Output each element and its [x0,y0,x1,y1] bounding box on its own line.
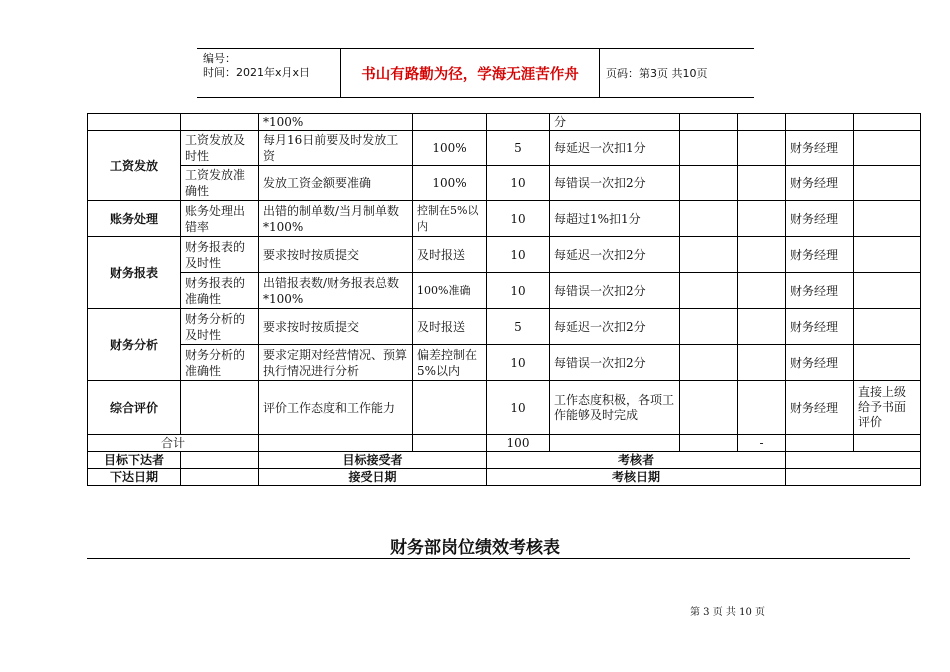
weight-cell: 10 [487,201,550,237]
date-row [88,469,921,486]
target-cell: 及时报送 [413,237,487,273]
target-cell: 100% [413,166,487,201]
sign-row [88,452,921,469]
rule-cell: 每延迟一次扣1分 [550,131,680,166]
rule-cell: 工作态度积极，各项工作能够及时完成 [550,381,680,435]
standard-cell: 出错报表数/财务报表总数*100% [259,273,413,309]
table-row [88,345,921,381]
total-row [88,435,921,452]
total-label: 合计 [88,435,259,452]
weight-cell: 10 [487,273,550,309]
category-cell: 账务处理 [88,201,181,237]
weight-cell: 5 [487,131,550,166]
standard-cell: 要求按时按质提交 [259,237,413,273]
item-cell: 财务报表的准确性 [181,273,259,309]
table-row [88,131,921,166]
issuer-label: 目标下达者 [88,452,181,469]
assessor-cell: 财务经理 [786,237,854,273]
assessor-cell: 财务经理 [786,131,854,166]
receiver-label: 目标接受者 [259,452,487,469]
standard-cell: *100% [259,114,413,131]
table-row [88,381,921,435]
page-footer: 第 3 页 共 10 页 [690,607,765,618]
rule-cell: 每延迟一次扣2分 [550,237,680,273]
table-row [88,166,921,201]
category-cell: 综合评价 [88,381,181,435]
target-cell: 100% [413,131,487,166]
standard-cell: 要求定期对经营情况、预算执行情况进行分析 [259,345,413,381]
item-cell: 账务处理出错率 [181,201,259,237]
standard-cell: 评价工作态度和工作能力 [259,381,413,435]
reviewer-label: 考核者 [487,452,786,469]
table-row [88,273,921,309]
target-cell: 及时报送 [413,309,487,345]
assessor-cell: 财务经理 [786,166,854,201]
assessor-cell: 财务经理 [786,381,854,435]
doc-time-label: 时间：2021年x月x日 [203,66,311,79]
table-row [88,114,921,131]
standard-cell: 发放工资金额要准确 [259,166,413,201]
item-cell: 工资发放及时性 [181,131,259,166]
item-cell: 财务分析的及时性 [181,309,259,345]
page-header [197,48,754,98]
header-page-label: 页码：第3页 共10页 [606,67,708,80]
rule-cell: 每错误一次扣2分 [550,273,680,309]
weight-cell: 10 [487,381,550,435]
weight-cell: 10 [487,345,550,381]
weight-cell: 5 [487,309,550,345]
section-title: 财务部岗位绩效考核表 [390,538,560,558]
weight-cell: 10 [487,237,550,273]
doc-number-label: 编号： [203,52,236,65]
target-cell: 100%准确 [413,273,487,309]
note-cell: 直接上级给予书面评价 [854,381,921,435]
item-cell: 财务报表的及时性 [181,237,259,273]
standard-cell: 要求按时按质提交 [259,309,413,345]
target-cell: 控制在5%以内 [413,201,487,237]
total-weight: 100 [487,435,550,452]
table-row [88,201,921,237]
header-meta [197,49,341,97]
table-row [88,237,921,273]
rule-cell: 每错误一次扣2分 [550,166,680,201]
rule-cell: 每错误一次扣2分 [550,345,680,381]
assessor-cell: 财务经理 [786,309,854,345]
target-cell: 偏差控制在5%以内 [413,345,487,381]
assessor-cell: 财务经理 [786,345,854,381]
rule-cell: 分 [550,114,680,131]
table-row [88,309,921,345]
item-cell: 财务分析的准确性 [181,345,259,381]
review-date-label: 考核日期 [487,469,786,486]
weight-cell: 10 [487,166,550,201]
standard-cell: 每月16日前要及时发放工资 [259,131,413,166]
header-motto: 书山有路勤为径，学海无涯苦作舟 [341,49,600,97]
standard-cell: 出错的制单数/当月制单数*100% [259,201,413,237]
category-cell: 财务分析 [88,309,181,381]
total-dash: - [738,435,786,452]
category-cell: 财务报表 [88,237,181,309]
rule-cell: 每延迟一次扣2分 [550,309,680,345]
title-divider [87,558,910,559]
kpi-table [87,113,921,486]
item-cell: 工资发放准确性 [181,166,259,201]
rule-cell: 每超过1%扣1分 [550,201,680,237]
assessor-cell: 财务经理 [786,273,854,309]
assessor-cell: 财务经理 [786,201,854,237]
category-cell: 工资发放 [88,131,181,201]
issue-date-label: 下达日期 [88,469,181,486]
receive-date-label: 接受日期 [259,469,487,486]
